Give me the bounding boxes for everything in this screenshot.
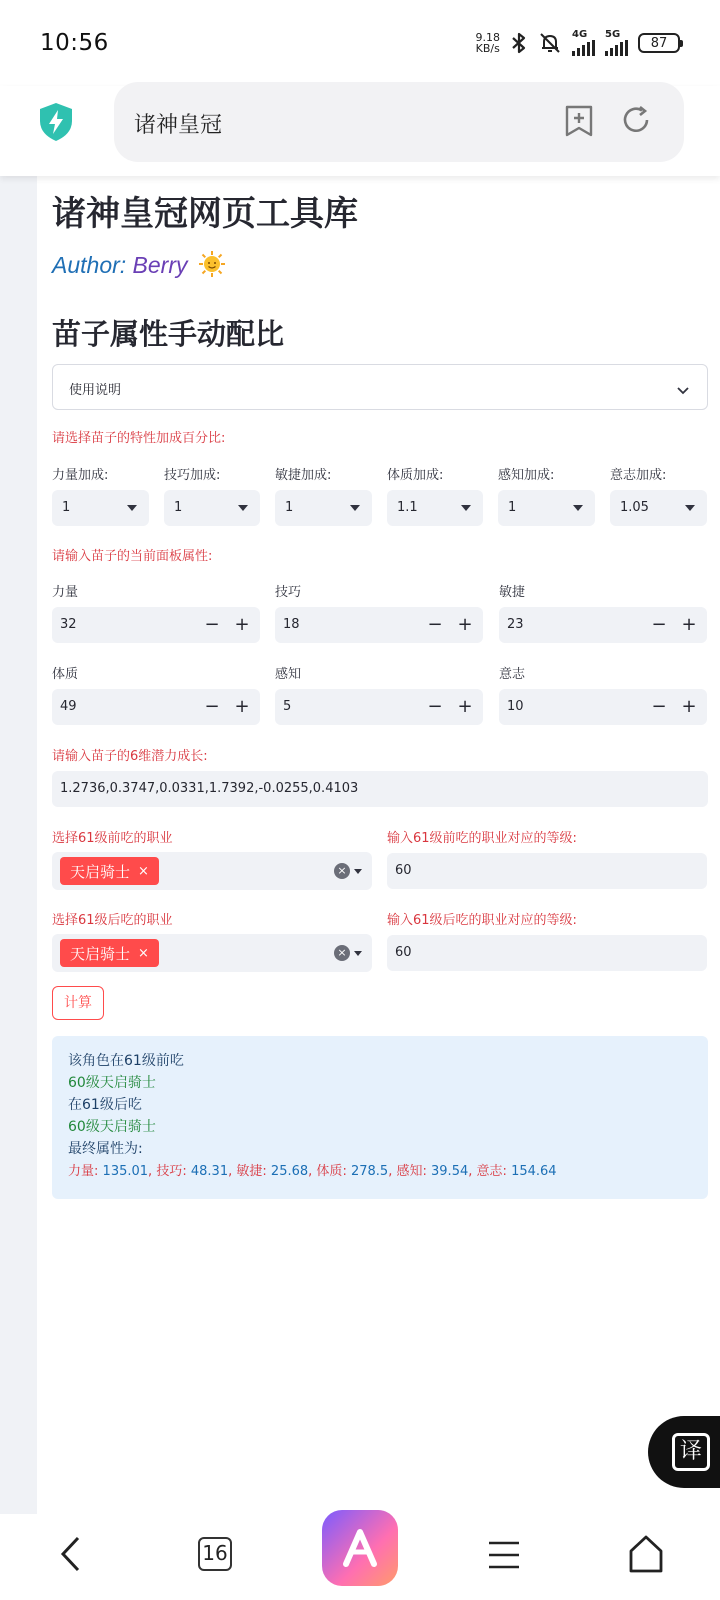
stat-input-wil[interactable]: 10 − + [499,689,707,725]
bonus-select-agi[interactable]: 1 [275,490,372,526]
caret-down-icon[interactable] [354,951,362,956]
bonus-label-agi: 敏捷加成: [275,468,332,483]
pre61-job-select[interactable] [52,852,372,890]
caret-down-icon [573,505,583,511]
result-line: 在61级后吃 [68,1097,142,1113]
home-icon[interactable] [628,1534,664,1578]
stat-label-skill: 技巧 [275,585,302,600]
calculate-button[interactable]: 计算 [52,986,104,1020]
caret-down-icon [238,505,248,511]
sidebar-collapsed-gutter [0,176,37,1514]
signal-4g-icon: 4G [572,30,595,56]
signal-5g-icon: 5G [605,30,628,56]
bonus-label-per: 感知加成: [498,468,555,483]
result-line: 最终属性为: [68,1141,143,1157]
stat-input-skill[interactable]: 18 − + [275,607,483,643]
post61-job-select[interactable] [52,934,372,972]
status-time: 10:56 [40,30,109,56]
clear-icon[interactable]: × [334,863,350,879]
job-tag[interactable]: 天启骑士 × [60,857,159,885]
increment-button[interactable]: + [234,696,250,717]
result-box [52,1036,708,1199]
reload-icon[interactable] [620,104,652,140]
browser-toolbar [0,86,720,176]
bookmark-add-icon[interactable] [564,104,594,142]
growth-prompt: 请输入苗子的6维潜力成长: [52,749,208,764]
sun-face-icon [198,250,226,284]
result-line: 该角色在61级前吃 [68,1053,184,1069]
bonus-select-str[interactable]: 1 [52,490,149,526]
caret-down-icon[interactable] [354,869,362,874]
post61-level-input[interactable]: 60 [387,935,707,971]
decrement-button[interactable]: − [651,696,667,717]
bonus-prompt: 请选择苗子的特性加成百分比: [52,431,226,446]
increment-button[interactable]: + [681,614,697,635]
stat-input-per[interactable]: 5 − + [275,689,483,725]
decrement-button[interactable]: − [204,696,220,717]
bottom-navigation [0,1514,720,1600]
section-heading: 苗子属性手动配比 [52,317,285,351]
caret-down-icon [685,505,695,511]
bell-muted-icon [538,31,562,55]
increment-button[interactable]: + [457,696,473,717]
expander-label: 使用说明 [69,383,122,398]
post61-level-label: 输入61级后吃的职业对应的等级: [387,913,577,928]
stat-label-str: 力量 [52,585,79,600]
usage-instructions-expander[interactable] [52,364,708,410]
stat-label-agi: 敏捷 [499,585,526,600]
pre61-level-input[interactable]: 60 [387,853,707,889]
job-tag[interactable]: 天启骑士 × [60,939,159,967]
post61-job-label: 选择61级后吃的职业 [52,913,173,928]
translate-icon: 译 [672,1433,710,1471]
pre61-job-label: 选择61级前吃的职业 [52,831,173,846]
stat-label-wil: 意志 [499,667,526,682]
page-title: 诸神皇冠网页工具库 [52,194,358,234]
status-icons [476,30,681,56]
url-text[interactable]: 诸神皇冠 [134,113,223,138]
bluetooth-icon [510,31,528,55]
clear-icon[interactable]: × [334,945,350,961]
caret-down-icon [461,505,471,511]
increment-button[interactable]: + [681,696,697,717]
address-bar[interactable] [114,82,684,162]
stat-input-str[interactable]: 32 − + [52,607,260,643]
translate-button[interactable] [648,1416,720,1488]
ai-app-icon[interactable] [322,1510,398,1586]
bonus-select-per[interactable]: 1 [498,490,595,526]
status-bar [0,0,720,86]
decrement-button[interactable]: − [204,614,220,635]
menu-icon[interactable] [488,1540,520,1574]
stat-label-con: 体质 [52,667,79,682]
chevron-down-icon [677,381,689,400]
decrement-button[interactable]: − [651,614,667,635]
author-line: Author: Berry [52,250,226,284]
result-line: 60级天启骑士 [68,1119,156,1135]
panel-prompt: 请输入苗子的当前面板属性: [52,549,213,564]
bonus-select-skill[interactable]: 1 [164,490,260,526]
result-line: 60级天启骑士 [68,1075,156,1091]
bonus-label-skill: 技巧加成: [164,468,221,483]
decrement-button[interactable]: − [427,696,443,717]
bonus-select-con[interactable]: 1.1 [387,490,483,526]
caret-down-icon [127,505,137,511]
final-stats-line: 力量: 135.01, 技巧: 48.31, 敏捷: 25.68, 体质: 278.5, 感知: 39.54, 意志: 154.64 [68,1164,557,1179]
net-speed: 9.18 KB/s [475,31,500,55]
battery-icon: 87 [638,33,680,53]
caret-down-icon [350,505,360,511]
increment-button[interactable]: + [234,614,250,635]
bonus-select-wil[interactable]: 1.05 [610,490,707,526]
growth-input[interactable]: 1.2736,0.3747,0.0331,1.7392,-0.0255,0.4103 [52,771,708,807]
bonus-label-con: 体质加成: [387,468,444,483]
stat-input-con[interactable]: 49 − + [52,689,260,725]
increment-button[interactable]: + [457,614,473,635]
tag-remove-icon[interactable]: × [138,863,149,879]
bonus-label-wil: 意志加成: [610,468,667,483]
stat-input-agi[interactable]: 23 − + [499,607,707,643]
pre61-level-label: 输入61级前吃的职业对应的等级: [387,831,577,846]
tabs-icon[interactable]: 16 [198,1537,232,1571]
tag-remove-icon[interactable]: × [138,945,149,961]
back-icon[interactable] [58,1534,82,1578]
shield-lightning-icon[interactable] [38,102,74,142]
decrement-button[interactable]: − [427,614,443,635]
bonus-label-str: 力量加成: [52,468,109,483]
stat-label-per: 感知 [275,667,302,682]
